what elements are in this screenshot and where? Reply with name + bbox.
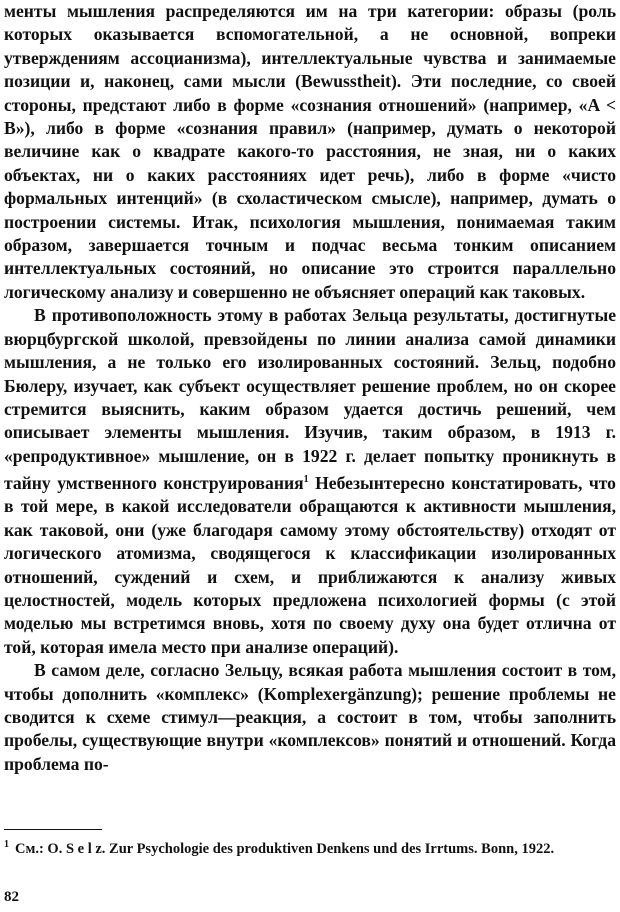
footnote — [4, 836, 616, 858]
footnote-divider — [4, 829, 102, 830]
paragraph-2 — [4, 304, 616, 659]
paragraph-3: В самом деле, согласно Зельцу, всякая работа мышления состоит в том, чтобы дополнить «комплекс» (Komplexergänzung); решение проблемы не сводится к схеме стимул—реакция, а состоит в том, чтобы заполнить пробелы, существующие внутри «комплексов» понятий и отношений. Когда проблема по- — [4, 660, 616, 774]
paragraph-1: менты мышления распределяются им на три категории: образы (роль которых оказывается вспомогательной, а не основной, вопреки утверждениям ассоцианизма), интеллектуальные чувства и занимаемые позиции и, наконец, сами мысли (Bewusstheit). Эти последние, со своей стороны, предстают либо в форме «сознания отношений» (например, «A < B»), либо в форме «сознания правил» (например, думать о некоторой величине как о квадрате какого-то расстояния, не зная, ни о каких объектах, ни о каких расстояниях идет речь), либо в форме «чисто формальных интенций» (в схоластическом смысле), например, думать о построении системы. Итак, психология мышления, понимаемая таким образом, завершается точным и подчас весьма тонким описанием интеллектуальных состояний, но описание это строится параллельно логическому анализу и совершенно не объясняет операций как таковых. — [4, 1, 616, 302]
paragraph-2-text: В противоположность этому в работах Зельца результаты, достигнутые вюрцбургской школой, превзойдены по линии анализа самой динамики мышления, а не только его изолированных состояний. Зельц, подобно Бюлеру, изучает, как субъект осуществляет решение проблем, но он скорее стремится выяснить, каким образом удается достичь решений, чем описывает элементы мышления. Изучив, таким образом, в 1913 г. «репродуктивное» мышление, он в 1922 г. делает попытку проникнуть в тайну умственного конструирования — [4, 305, 616, 493]
page-number: 82 — [4, 889, 19, 905]
footnote-mark: 1 — [4, 839, 9, 850]
main-text — [4, 0, 616, 776]
footnote-text: См.: O. S e l z. Zur Psychologie des produktiven Denkens und des Irrtums. Bonn, 1922. — [15, 840, 555, 857]
footnote-reference: 1 — [303, 474, 309, 486]
paragraph-2-continuation: Небезынтересно констатировать, что в той мере, в какой исследователи обращаются к активности мышления, как таковой, они (уже благодаря самому этому обстоятельству) отходят от логического атомизма, сводящегося к классификации изолированных отношений, суждений и схем, и приближаются к анализу живых целостностей, модель которых предложена психологией формы (с этой моделью мы встретимся вновь, хотя по своему духу она будет отлична от той, которая имела место при анализе операций). — [4, 472, 616, 657]
